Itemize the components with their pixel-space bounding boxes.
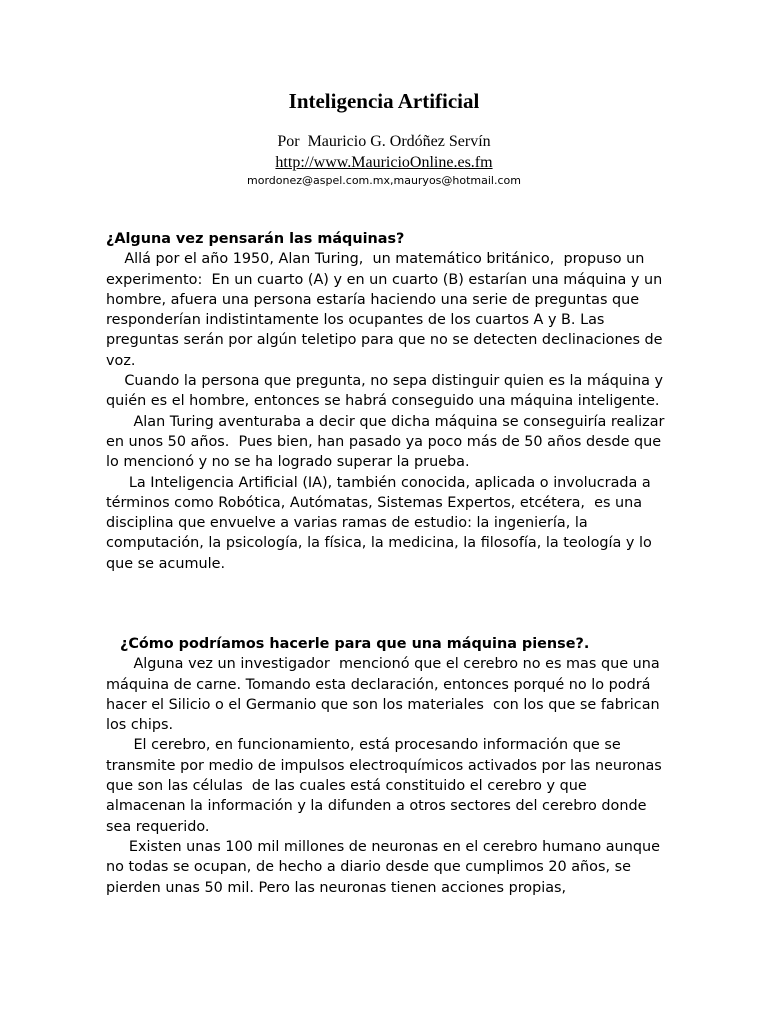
author-website-line [0,153,768,173]
author-website-link[interactable]: http://www.MauricioOnline.es.fm [275,154,493,171]
section-machines-think [106,229,670,574]
paragraph: El cerebro, en funcionamiento, está procesando información que se transmite por medio de impulsos electroquímicos activados por las neuronas que son las células de las cuales está constituido el cerebro y que almacenan la información y la difunden a otros sectores del cerebro donde sea requerido. [106,737,667,835]
section-heading: ¿Alguna vez pensarán las máquinas? [106,231,405,247]
section-heading: ¿Cómo podríamos hacerle para que una máquina piense?. [120,636,590,652]
paragraph: Alan Turing aventuraba a decir que dicha máquina se conseguiría realizar en unos 50 años. Pues bien, han pasado ya poco más de 50 años desde que lo mencionó y no se ha logrado superar la prueba. [106,413,670,471]
author-byline: Por Mauricio G. Ordóñez Servín [277,133,491,150]
section-how-machine-thinks [106,634,669,898]
paragraph: Allá por el año 1950, Alan Turing, un matemático británico, propuso un experimento: En un cuarto (A) y en un cuarto (B) estarían una máquina y un hombre, afuera una persona estaría haciendo una serie de preguntas que responderían indistintamente los ocupantes de los cuartos A y B. Las preguntas serán por algún teletipo para que no se detecten declinaciones de voz. [106,251,668,369]
author-emails: mordonez@aspel.com.mx,mauryos@hotmail.com [247,174,521,187]
paragraph: Cuando la persona que pregunta, no sepa distinguir quien es la máquina y quién es el hombre, entonces se habrá conseguido una máquina inteligente. [106,373,668,410]
document-title: Inteligencia Artificial [288,89,480,113]
paragraph: Existen unas 100 mil millones de neuronas en el cerebro humano aunque no todas se ocupan, de hecho a diario desde que cumplimos 20 años, se pierden unas 50 mil. Pero las neuronas tienen acciones propias, [106,838,665,896]
paragraph: La Inteligencia Artificial (IA), también conocida, aplicada o involucrada a términos como Robótica, Autómatas, Sistemas Expertos, etcétera, es una disciplina que envuelve a varias ramas de estudio: la ingeniería, la computación, la psicología, la física, la medicina, la filosofía, la teología y lo que se acumule. [106,474,657,572]
paragraph: Alguna vez un investigador mencionó que el cerebro no es mas que una máquina de carne. Tomando esta declaración, entonces porqué no lo podrá hacer el Silicio o el Germanio que son los materiales con los que se fabrican los chips. [106,656,669,734]
